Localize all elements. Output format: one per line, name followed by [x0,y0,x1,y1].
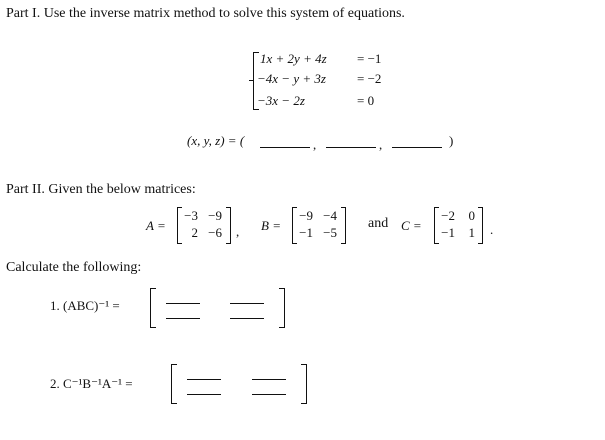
equation-1-lhs: 1x + 2y + 4z [260,51,327,66]
question-2-text: 2. C⁻¹B⁻¹A⁻¹ = [50,376,133,391]
equation-3-lhs: −3x − 2z [257,93,305,108]
answer-close: ) [449,133,454,148]
q2-blank[interactable] [252,394,286,395]
matrix-a-cell: −6 [208,225,222,240]
question-2-label [50,376,133,392]
matrix-a-cell: −3 [184,208,198,223]
matrix-b-label: B = [261,218,281,233]
q1-blank[interactable] [230,303,264,304]
q1-blank[interactable] [230,318,264,319]
matrix-c-cell: 1 [468,225,475,240]
answer-blank-x[interactable] [260,147,310,148]
answer-blank-y[interactable] [326,147,376,148]
matrix-sep-1: , [236,224,240,239]
matrix-c-label: C = [401,218,422,233]
matrix-c-cell: −1 [441,225,455,240]
q1-right-bracket [279,288,285,328]
q1-left-bracket [150,288,156,328]
equation-1-rhs: = −1 [357,51,382,66]
part1-heading: Part I. Use the inverse matrix method to solve this system of equations. [6,6,405,21]
q2-left-bracket [171,364,177,404]
answer-blank-z[interactable] [392,147,442,148]
equation-3-rhs: = 0 [357,93,375,108]
equation-2-rhs: = −2 [357,71,382,86]
matrix-c-right-bracket [478,207,483,244]
q1-blank[interactable] [166,318,200,319]
answer-sep-1: , [313,137,317,152]
matrix-a-cell: −9 [208,208,222,223]
q2-blank[interactable] [187,394,221,395]
q2-blank[interactable] [252,379,286,380]
and-text: and [368,216,389,231]
matrix-b-cell: −9 [299,208,313,223]
answer-label: (x, y, z) = ( [187,133,245,148]
answer-sep-2: , [379,137,383,152]
equation-2-lhs: −4x − y + 3z [257,71,326,86]
matrix-a-right-bracket [226,207,231,244]
end-period: . [490,222,494,237]
matrix-a-label: A = [146,218,166,233]
calculate-heading: Calculate the following: [6,260,142,275]
part2-heading: Part II. Given the below matrices: [6,182,196,197]
matrix-b-right-bracket [341,207,346,244]
matrix-c-cell: −2 [441,208,455,223]
matrix-b-cell: −5 [323,225,337,240]
matrix-b-cell: −4 [323,208,337,223]
matrix-c-cell: 0 [468,208,475,223]
question-1-label [50,298,120,314]
matrix-b-cell: −1 [299,225,313,240]
q2-right-bracket [301,364,307,404]
q2-blank[interactable] [187,379,221,380]
q1-blank[interactable] [166,303,200,304]
matrix-a-cell: 2 [191,225,198,240]
question-1-text: 1. (ABC)⁻¹ = [50,298,120,313]
